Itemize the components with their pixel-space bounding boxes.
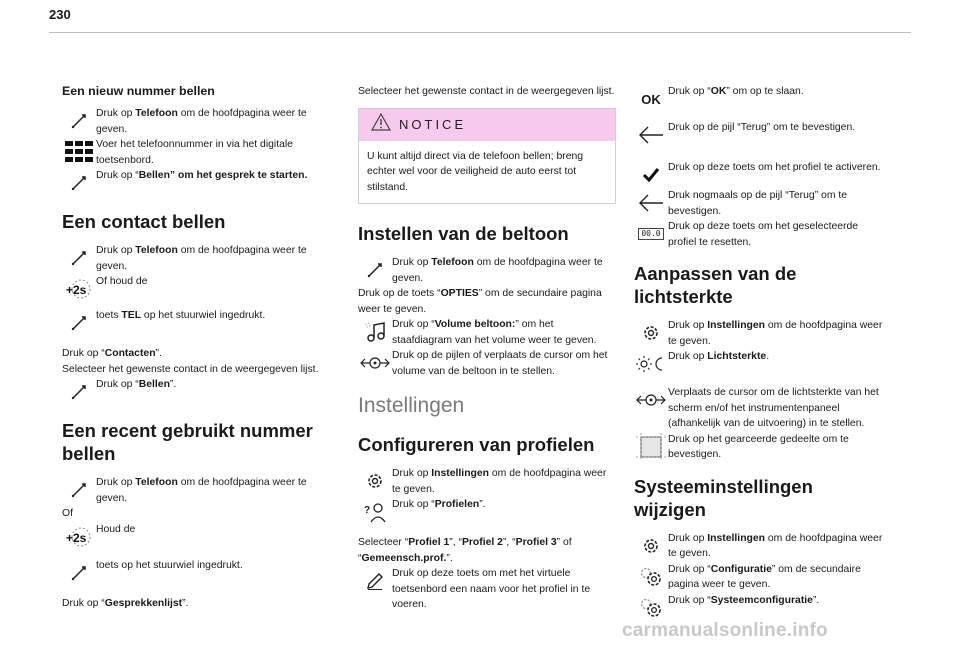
instruction-row bbox=[62, 308, 340, 336]
section-title-profiles: Configureren van profielen bbox=[358, 434, 595, 455]
paragraph: Of bbox=[62, 508, 73, 519]
touch-pen-icon bbox=[62, 108, 96, 134]
warning-icon bbox=[371, 113, 391, 136]
keypad-icon bbox=[62, 139, 96, 165]
instruction-text: Verplaats de cursor om de lichtsterkte van het scherm en/of het instrumentenpaneel (afhankelijk van de uitvoering) in te stellen. bbox=[668, 387, 879, 429]
touch-pen-icon bbox=[62, 170, 96, 196]
instruction-row bbox=[62, 168, 340, 196]
paragraph: Druk op “Contacten”. bbox=[62, 348, 162, 359]
instruction-row bbox=[634, 562, 884, 593]
instruction-row bbox=[634, 385, 884, 432]
section-title-settings: Instellingen bbox=[358, 394, 465, 417]
instruction-row bbox=[634, 593, 884, 621]
instruction-text: Druk op “OK” om op te slaan. bbox=[668, 86, 804, 97]
hatched-area-icon bbox=[634, 434, 668, 460]
touch-pen-icon bbox=[62, 560, 96, 586]
section-title-ringtone: Instellen van de beltoon bbox=[358, 223, 569, 244]
instruction-text: Druk op deze toets om met het virtuele toetsenbord een naam voor het profiel in te voeren. bbox=[392, 568, 591, 610]
instruction-text: Druk op Instellingen om de hoofdpagina weer te geven. bbox=[668, 532, 883, 559]
instruction-text: Druk op “Configuratie” om de secundaire pagina weer te geven. bbox=[668, 563, 861, 590]
paragraph: Druk op “Gesprekkenlijst”. bbox=[62, 597, 189, 609]
reset-icon-label: 00.0 bbox=[638, 228, 663, 240]
section-title-recent-number: Een recent gebruikt nummer bellen bbox=[62, 420, 313, 464]
section-title-system-settings: Systeeminstellingen wijzigen bbox=[634, 475, 813, 520]
touch-pen-icon bbox=[62, 245, 96, 271]
section-title-call-contact: Een contact bellen bbox=[62, 211, 226, 232]
instruction-text: Druk op Telefoon om de hoofdpagina weer te geven. bbox=[96, 108, 307, 135]
notice-header bbox=[359, 109, 615, 141]
instruction-row bbox=[358, 255, 616, 286]
instruction-text: Druk op “Bellen”. bbox=[96, 379, 177, 390]
instruction-text: Druk op deze toets om het profiel te activeren. bbox=[668, 162, 881, 173]
instruction-row bbox=[358, 497, 616, 525]
column-1 bbox=[62, 84, 340, 611]
instruction-row bbox=[634, 432, 884, 463]
instruction-row bbox=[634, 531, 884, 562]
gear-icon bbox=[634, 533, 668, 559]
instruction-row bbox=[358, 466, 616, 497]
instruction-row bbox=[62, 243, 340, 274]
paragraph: Selecteer “Profiel 1”, “Profiel 2”, “Profiel 3” of “Gemeensch.prof.”. bbox=[358, 537, 572, 564]
instruction-text: Druk op “Profielen”. bbox=[392, 499, 486, 510]
instruction-text: Druk op Telefoon om de hoofdpagina weer te geven. bbox=[96, 245, 307, 272]
svg-text:?: ? bbox=[364, 505, 371, 516]
instruction-row bbox=[358, 317, 616, 348]
notice-title: NOTICE bbox=[399, 117, 467, 132]
instruction-row bbox=[634, 160, 884, 188]
instruction-text: Druk op de pijlen of verplaats de cursor om het volume van de beltoon in te stellen. bbox=[392, 350, 608, 377]
instruction-row bbox=[634, 188, 884, 219]
checkmark-icon bbox=[634, 162, 668, 188]
instruction-text: Druk op “Systeemconfiguratie”. bbox=[668, 594, 820, 606]
instruction-text: Druk op Lichtsterkte. bbox=[668, 351, 770, 362]
press-2s-icon bbox=[62, 276, 96, 302]
ok-icon-label: OK bbox=[641, 91, 661, 107]
instruction-text: Druk op “Bellen” om het gesprek te starten. bbox=[96, 170, 308, 181]
instruction-text: Of houd de bbox=[96, 276, 148, 287]
section-title-new-number: Een nieuw nummer bellen bbox=[62, 84, 215, 98]
instruction-row bbox=[634, 219, 884, 250]
notice-box bbox=[358, 108, 616, 205]
instruction-row bbox=[62, 558, 340, 586]
instruction-text: toets op het stuurwiel ingedrukt. bbox=[96, 559, 243, 571]
reset-counter-icon bbox=[634, 221, 668, 247]
paragraph: Selecteer het gewenste contact in de weergegeven lijst. bbox=[358, 86, 615, 97]
instruction-text: Druk op de pijl “Terug” om te bevestigen. bbox=[668, 122, 856, 133]
touch-pen-icon bbox=[358, 257, 392, 283]
back-arrow-icon bbox=[634, 190, 668, 216]
header-rule bbox=[49, 32, 911, 33]
instruction-text: Druk op Instellingen om de hoofdpagina weer te geven. bbox=[668, 320, 883, 347]
instruction-text: Druk op het gearceerde gedeelte om te bevestigen. bbox=[668, 433, 849, 460]
ok-icon bbox=[634, 86, 668, 112]
watermark: carmanualsonline.info bbox=[622, 620, 828, 641]
gear-icon bbox=[358, 468, 392, 494]
touch-pen-icon bbox=[62, 310, 96, 336]
instruction-text: Druk op deze toets om het geselecteerde profiel te resetten. bbox=[668, 221, 859, 248]
paragraph: Selecteer het gewenste contact in de weergegeven lijst. bbox=[62, 363, 319, 375]
instruction-row bbox=[358, 348, 616, 379]
svg-text:+2s: +2s bbox=[66, 283, 87, 297]
double-gear-icon bbox=[634, 564, 668, 590]
touch-pen-icon bbox=[62, 477, 96, 503]
back-arrow-icon bbox=[634, 122, 668, 148]
instruction-row bbox=[634, 84, 884, 112]
instruction-row bbox=[62, 475, 340, 506]
touch-pen-icon bbox=[62, 379, 96, 405]
music-note-icon bbox=[358, 319, 392, 345]
edit-pencil-icon bbox=[358, 568, 392, 594]
instruction-text: toets TEL op het stuurwiel ingedrukt. bbox=[96, 310, 266, 321]
notice-body: U kunt altijd direct via de telefoon bellen; breng echter wel voor de veiligheid de auto eerst tot stilstand. bbox=[367, 150, 584, 193]
instruction-row bbox=[62, 377, 340, 405]
instruction-text: Houd de bbox=[96, 523, 136, 535]
instruction-text: Voer het telefoonnummer in via het digitale toetsenbord. bbox=[96, 139, 293, 166]
instruction-text: Druk op Telefoon om de hoofdpagina weer te geven. bbox=[392, 257, 603, 284]
instruction-row bbox=[634, 318, 884, 349]
instruction-row bbox=[634, 349, 884, 377]
instruction-row bbox=[634, 120, 884, 148]
instruction-row bbox=[62, 137, 340, 168]
instruction-row bbox=[62, 522, 340, 550]
column-3 bbox=[634, 84, 884, 621]
page-number: 230 bbox=[49, 7, 71, 22]
paragraph: Druk op de toets “OPTIES” om de secundaire pagina weer te geven. bbox=[358, 288, 602, 315]
column-2 bbox=[358, 84, 616, 613]
instruction-text: Druk op Instellingen om de hoofdpagina weer te geven. bbox=[392, 468, 607, 495]
instruction-row bbox=[62, 274, 340, 302]
gear-icon bbox=[634, 320, 668, 346]
svg-text:+2s: +2s bbox=[66, 530, 87, 545]
sun-moon-icon bbox=[634, 351, 668, 377]
double-gear-icon bbox=[634, 595, 668, 621]
instruction-text: Druk nogmaals op de pijl “Terug” om te bevestigen. bbox=[668, 190, 848, 217]
section-title-brightness: Aanpassen van de lichtsterkte bbox=[634, 263, 797, 307]
slider-arrows-icon bbox=[358, 350, 392, 376]
instruction-text: Druk op “Volume beltoon:” om het staafdiagram van het volume weer te geven. bbox=[392, 319, 597, 346]
press-2s-icon bbox=[62, 524, 96, 550]
instruction-text: Druk op Telefoon om de hoofdpagina weer te geven. bbox=[96, 477, 307, 504]
instruction-row bbox=[358, 566, 616, 613]
instruction-row bbox=[62, 106, 340, 137]
profile-icon bbox=[358, 499, 392, 525]
